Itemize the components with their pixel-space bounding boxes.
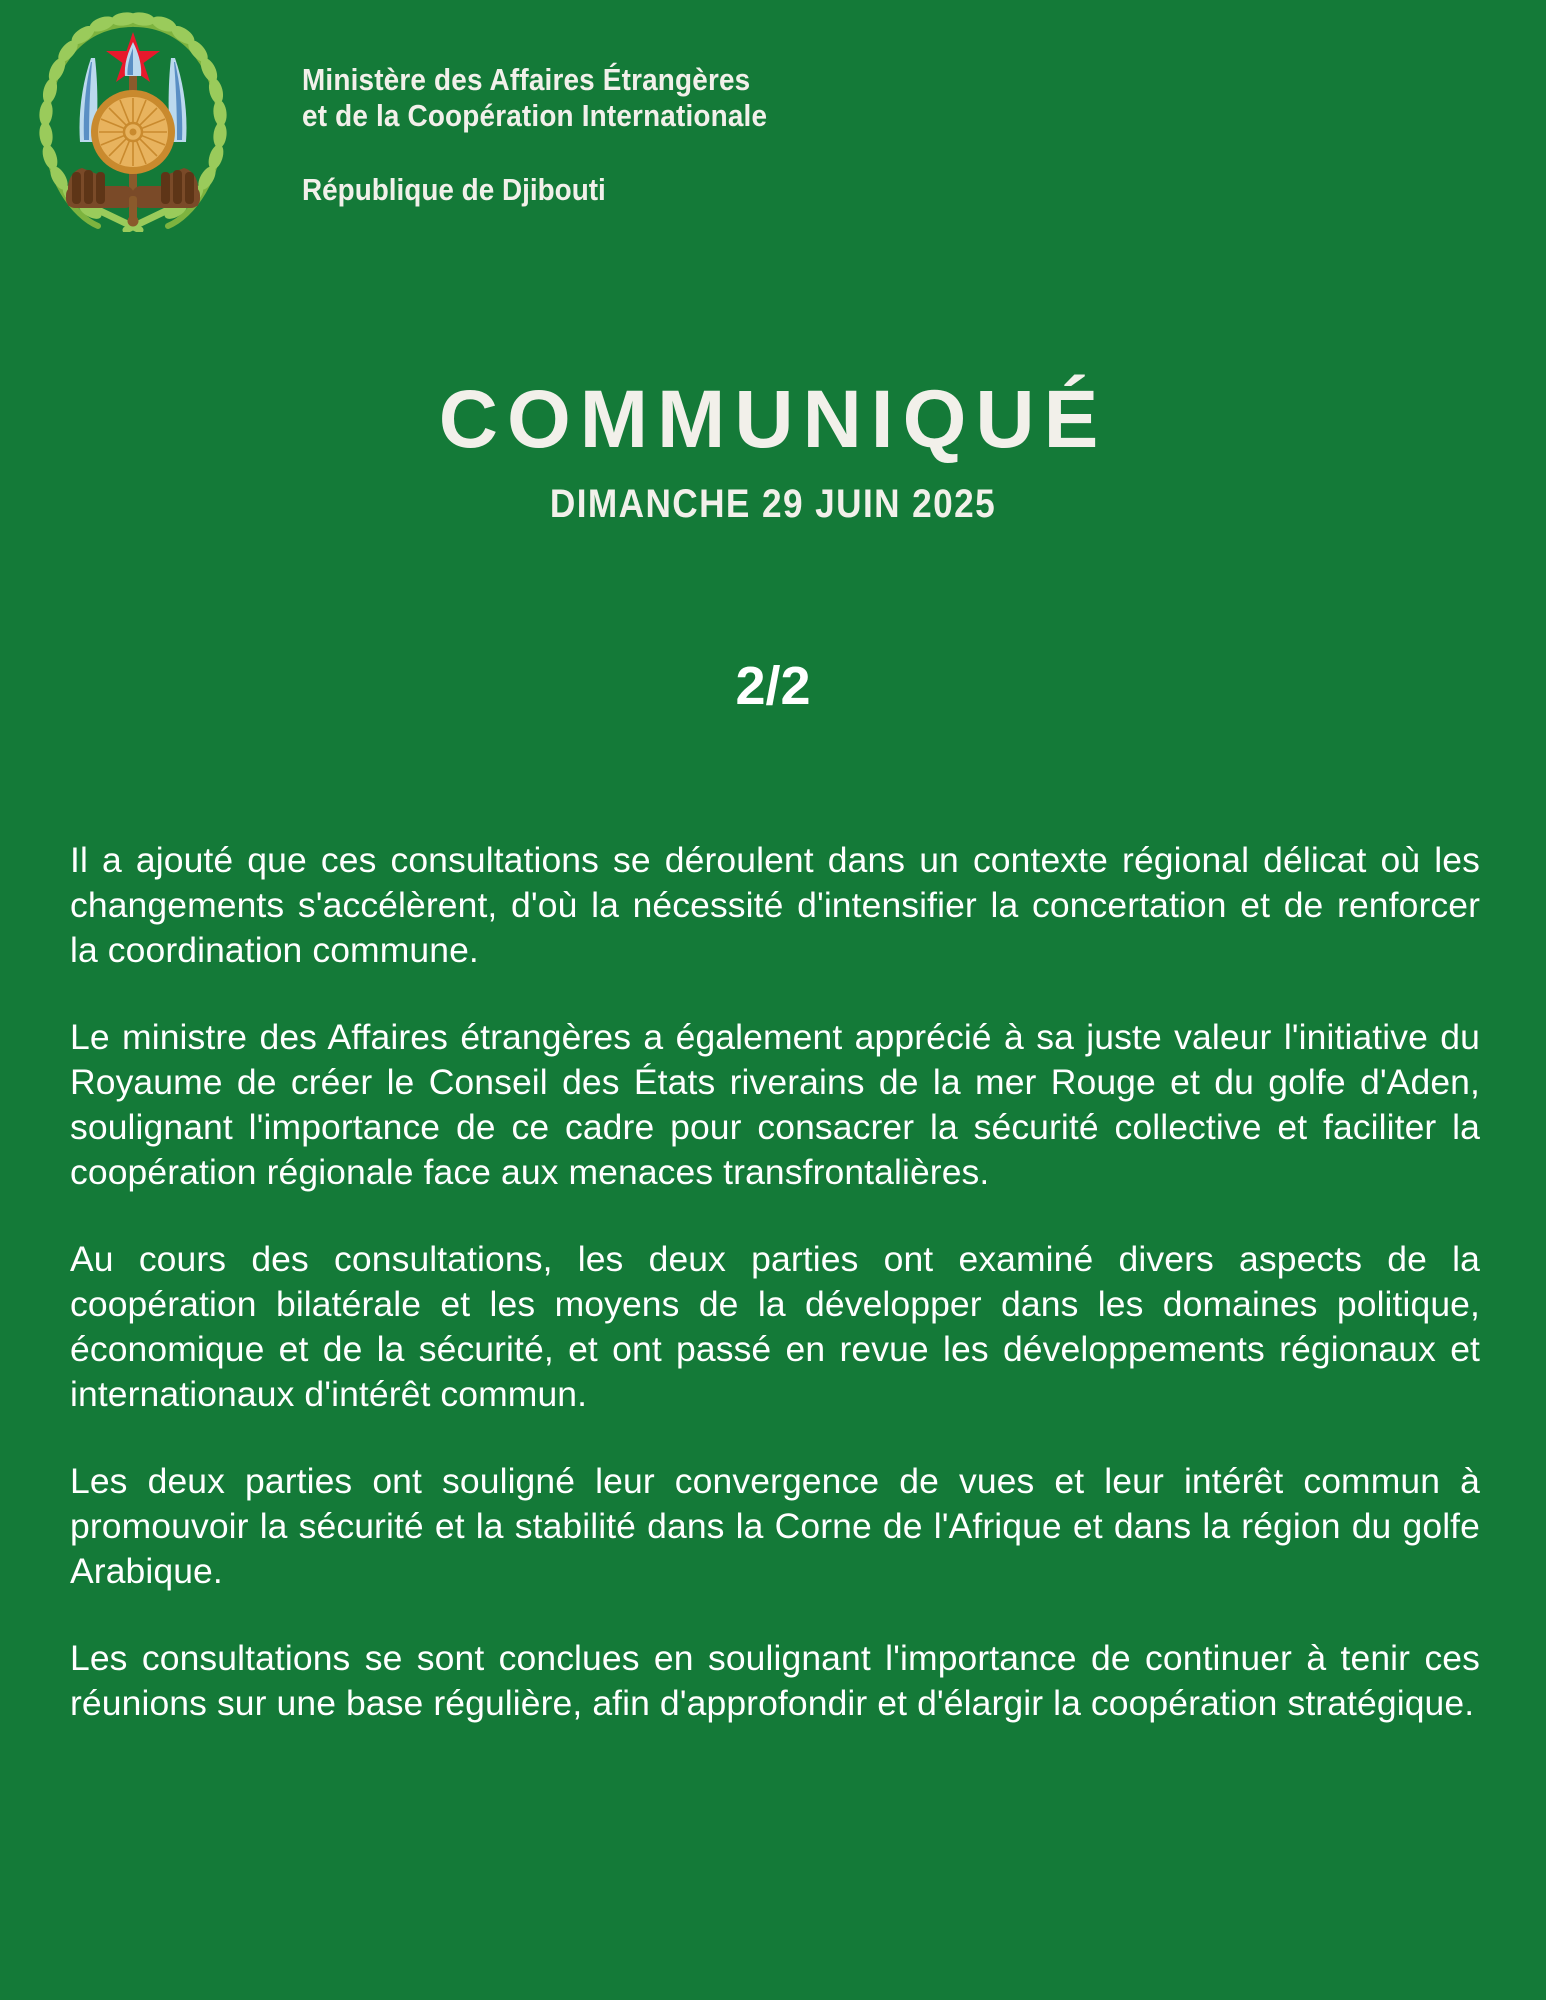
paragraph: Il a ajouté que ces consultations se déroulent dans un contexte régional délicat où les changements s'accélèrent, d'où la nécessité d'intensifier la concertation et de renforcer la coordination commune. xyxy=(70,840,1480,970)
paragraph: Au cours des consultations, les deux parties ont examiné divers aspects de la coopération bilatérale et les moyens de la développer dans les domaines politique, économique et de la sécurité, et ont passé en revue les développements régionaux et internationaux d'intérêt commun. xyxy=(70,1239,1480,1414)
title-block xyxy=(0,374,1546,528)
paragraph: Le ministre des Affaires étrangères a également apprécié à sa juste valeur l'initiative du Royaume de créer le Conseil des États riverains de la mer Rouge et du golfe d'Aden, soulignant l'importance de ce cadre pour consacrer la sécurité collective et faciliter la coopération régionale face aux menaces transfrontalières. xyxy=(70,1017,1480,1192)
page-header xyxy=(0,0,1546,255)
document-date: DIMANCHE 29 JUIN 2025 xyxy=(549,482,997,526)
paragraph: Les deux parties ont souligné leur convergence de vues et leur intérêt commun à promouvoir la sécurité et la stabilité dans la Corne de l'Afrique et dans la région du golfe Arabique. xyxy=(70,1461,1480,1591)
ministry-name-line-2: et de la Coopération Internationale xyxy=(302,98,768,133)
header-text-block xyxy=(302,62,1252,208)
paragraph: Les consultations se sont conclues en soulignant l'importance de continuer à tenir ces réunions sur une base régulière, afin d'approfondir et d'élargir la coopération stratégique. xyxy=(70,1638,1480,1723)
body-content xyxy=(70,838,1480,1726)
page-title: COMMUNIQUÉ xyxy=(438,374,1108,465)
page-indicator: 2/2 xyxy=(735,656,811,716)
ministry-name-line-1: Ministère des Affaires Étrangères xyxy=(302,62,751,97)
djibouti-emblem-icon xyxy=(28,10,238,232)
republic-name: République de Djibouti xyxy=(302,172,606,207)
